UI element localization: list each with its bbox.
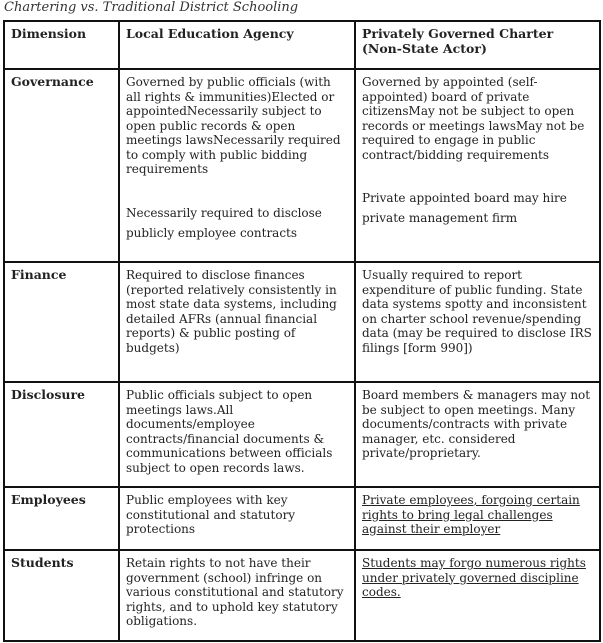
- cell-charter-governance: [355, 69, 600, 262]
- table-row-governance: [4, 69, 600, 262]
- charter-governance-text-a: Governed by appointed (self-appointed) board of private citizensMay not be subject to open records or meetings lawsMay not be required to engage in public contract/bidding requirements: [362, 75, 585, 162]
- table-row-employees: [4, 487, 600, 550]
- row-label-students: Students: [4, 550, 119, 641]
- cell-lea-finance: Required to disclose finances (reported relatively consistently in most state data systems, including detailed AFRs (annual financial reports) & public posting of budgets): [119, 262, 355, 382]
- cell-charter-finance: Usually required to report expenditure of public funding. State data systems spotty and inconsistent on charter school revenue/spending data (may be required to disclose IRS filings [form 990]): [355, 262, 600, 382]
- row-label-governance: Governance: [4, 69, 119, 262]
- cell-charter-employees[interactable]: Private employees, forgoing certain rights to bring legal challenges against their employer: [355, 487, 600, 550]
- cell-charter-disclosure: Board members & managers may not be subject to open meetings. Many documents/contracts with private manager, etc. considered private/proprietary.: [355, 382, 600, 487]
- table-header-row: [4, 21, 600, 69]
- table-row-finance: [4, 262, 600, 382]
- cell-lea-students: Retain rights to not have their government (school) infringe on various constitutional and statutory rights, and to uphold key statutory obligations.: [119, 550, 355, 641]
- row-label-finance: Finance: [4, 262, 119, 382]
- table-caption: Chartering vs. Traditional District Schooling: [4, 0, 299, 15]
- cell-lea-governance: [119, 69, 355, 262]
- lea-governance-text-a: Governed by public officials (with all rights & immunities)Elected or appointedNecessarily subject to open public records & open meetings lawsNecessarily required to comply with public bidding requirements: [126, 75, 341, 176]
- row-label-employees: Employees: [4, 487, 119, 550]
- table-row-students: [4, 550, 600, 641]
- comparison-table: [3, 20, 601, 642]
- table-row-disclosure: [4, 382, 600, 487]
- cell-lea-disclosure: Public officials subject to open meetings laws.All documents/employee contracts/financial documents & communications between officials subject to open records laws.: [119, 382, 355, 487]
- header-lea: Local Education Agency: [119, 21, 355, 69]
- header-charter: Privately Governed Charter (Non-State Actor): [355, 21, 600, 69]
- lea-governance-text-b: Necessarily required to disclose publicly employee contracts: [126, 205, 322, 240]
- header-dimension: Dimension: [4, 21, 119, 69]
- cell-charter-students[interactable]: Students may forgo numerous rights under privately governed discipline codes.: [355, 550, 600, 641]
- charter-governance-text-b: Private appointed board may hire private management firm: [362, 191, 567, 225]
- row-label-disclosure: Disclosure: [4, 382, 119, 487]
- cell-lea-employees: Public employees with key constitutional and statutory protections: [119, 487, 355, 550]
